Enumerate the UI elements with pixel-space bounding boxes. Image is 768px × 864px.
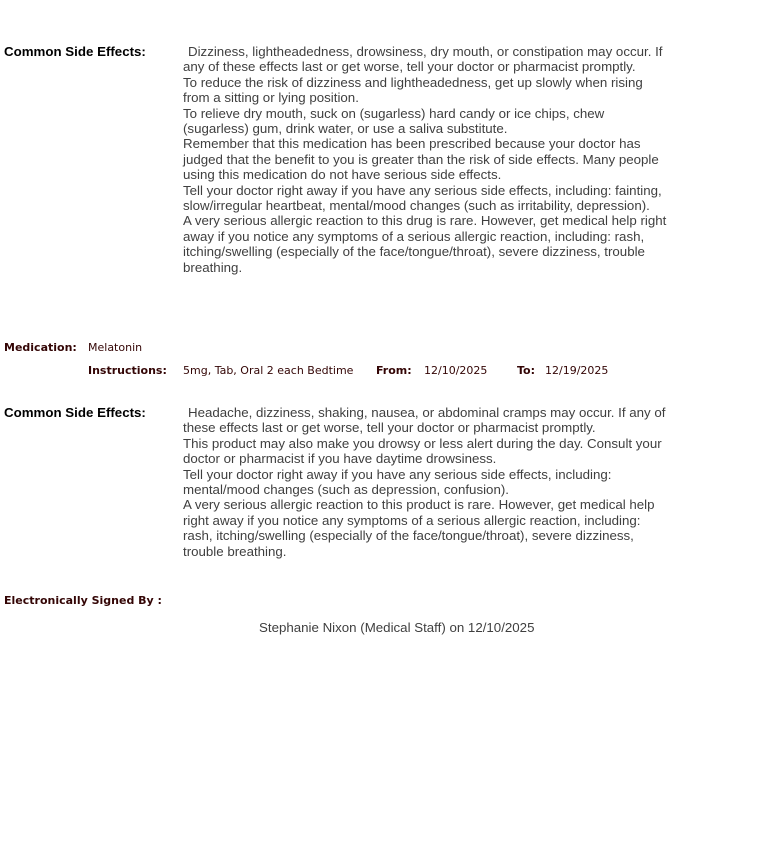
side-effects-paragraph: A very serious allergic reaction to this product is rare. However, get medical help right away if you notice any symptoms of a serious allergic reaction, including: rash, itching/swelling (especially of the face/tongue/throat), severe dizziness, trouble breathing. xyxy=(183,497,655,559)
medication-name: Melatonin xyxy=(88,341,143,354)
instructions-value: 5mg, Tab, Oral 2 each Bedtime xyxy=(183,364,354,377)
side-effects-text-1 xyxy=(183,44,667,275)
side-effects-paragraph: To relieve dry mouth, suck on (sugarless) hard candy or ice chips, chew (sugarless) gum, drink water, or use a saliva substitute. xyxy=(183,105,605,137)
electronically-signed-by-label: Electronically Signed By : xyxy=(4,594,162,607)
from-date: 12/10/2025 xyxy=(424,364,488,377)
from-label: From: xyxy=(376,364,412,377)
side-effects-paragraph: To reduce the risk of dizziness and lightheadedness, get up slowly when rising from a sitting or lying position. xyxy=(183,74,643,106)
common-side-effects-label-1: Common Side Effects: xyxy=(4,44,146,59)
to-date: 12/19/2025 xyxy=(545,364,609,377)
side-effects-paragraph: A very serious allergic reaction to this drug is rare. However, get medical help right away if you notice any symptoms of a serious allergic reaction, including: rash, itching/swelling (especially of the face/tongue/throat), severe dizziness, trouble breathing. xyxy=(183,213,667,275)
side-effects-section-2 xyxy=(4,405,667,559)
side-effects-section-1 xyxy=(4,44,667,275)
side-effects-paragraph: Tell your doctor right away if you have any serious side effects, including: mental/mood changes (such as depression, confusion). xyxy=(183,466,612,498)
medication-label: Medication: xyxy=(4,341,77,354)
common-side-effects-label-2: Common Side Effects: xyxy=(4,405,146,420)
signature-text: Stephanie Nixon (Medical Staff) on 12/10/2025 xyxy=(259,620,535,635)
side-effects-paragraph: Remember that this medication has been prescribed because your doctor has judged that the benefit to you is greater than the risk of side effects. Many people using this medication do not have serious side effects. xyxy=(183,136,659,183)
side-effects-paragraph: Headache, dizziness, shaking, nausea, or abdominal cramps may occur. If any of these effects last or get worse, tell your doctor or pharmacist promptly. xyxy=(183,405,666,436)
side-effects-paragraph: Dizziness, lightheadedness, drowsiness, dry mouth, or constipation may occur. If any of these effects last or get worse, tell your doctor or pharmacist promptly. xyxy=(183,44,663,75)
side-effects-paragraph: This product may also make you drowsy or less alert during the day. Consult your doctor or pharmacist if you have daytime drowsiness. xyxy=(183,435,662,467)
side-effects-paragraph: Tell your doctor right away if you have any serious side effects, including: fainting, slow/irregular heartbeat, mental/mood changes (such as irritability, depression). xyxy=(183,182,662,214)
side-effects-text-2 xyxy=(183,405,667,559)
to-label: To: xyxy=(517,364,535,377)
instructions-label: Instructions: xyxy=(88,364,167,377)
